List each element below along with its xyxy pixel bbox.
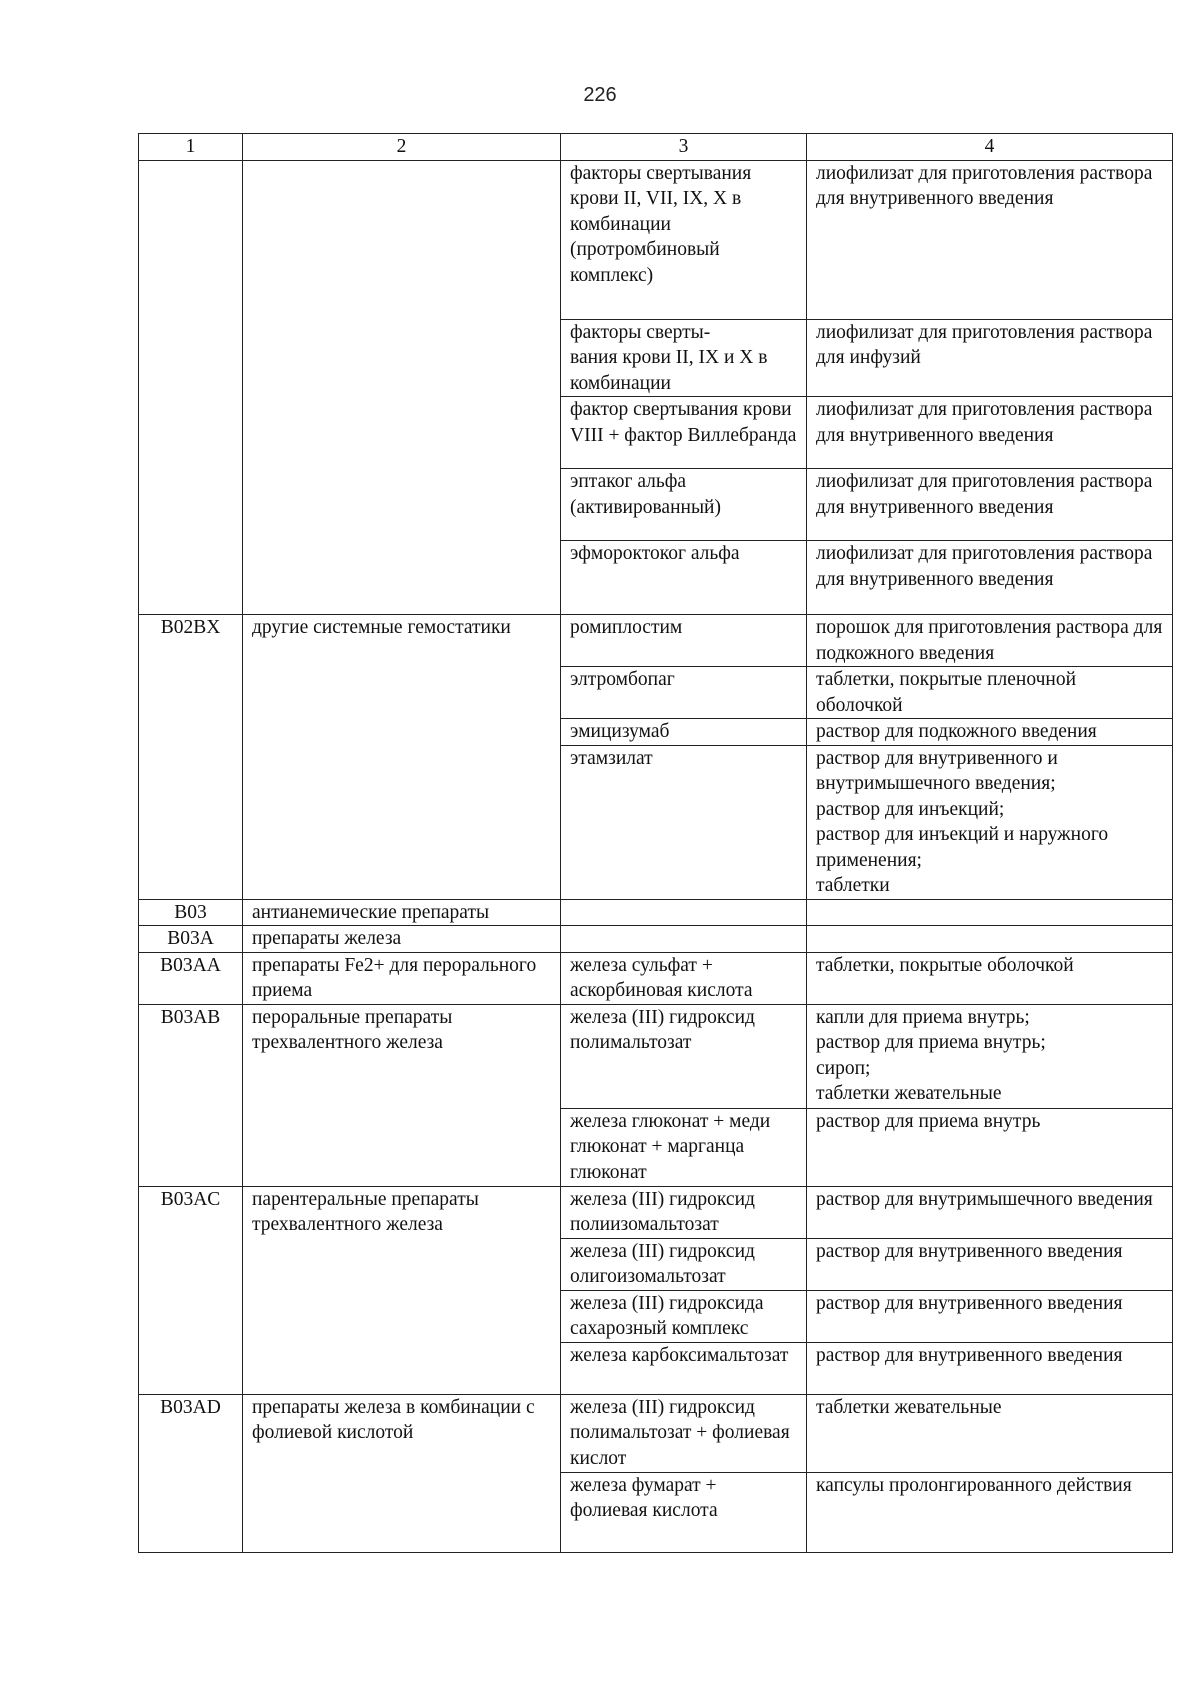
- table-row: [139, 1004, 1173, 1108]
- table-row: [139, 1186, 1173, 1238]
- drug-name-cell: элтромбопаг: [561, 667, 807, 719]
- dosage-form-cell: лиофилизат для приготовления раствора для внутривенного введения: [807, 397, 1173, 469]
- atc-code-cell: [139, 160, 243, 615]
- atc-group-cell: препараты железа в комбинации с фолиевой кислотой: [243, 1394, 561, 1552]
- dosage-form-cell: раствор для приема внутрь: [807, 1108, 1173, 1186]
- atc-code-cell: B02BX: [139, 615, 243, 900]
- drug-name-cell: железа сульфат + аскорбиновая кислота: [561, 952, 807, 1004]
- dosage-form-cell: капли для приема внутрь; раствор для приема внутрь; сироп; таблетки жевательные: [807, 1004, 1173, 1108]
- atc-group-cell: другие системные гемостатики: [243, 615, 561, 900]
- drug-name-cell: железа карбоксимальтозат: [561, 1342, 807, 1394]
- dosage-form-cell: таблетки жевательные: [807, 1394, 1173, 1472]
- dosage-form-cell: капсулы пролонгированного действия: [807, 1472, 1173, 1552]
- header-col-2: 2: [243, 134, 561, 161]
- page-number: 226: [583, 84, 617, 106]
- medication-table: [138, 133, 1173, 1553]
- dosage-form-cell: раствор для внутривенного введения: [807, 1342, 1173, 1394]
- dosage-form-cell: раствор для внутривенного введения: [807, 1238, 1173, 1290]
- table-row: [139, 615, 1173, 667]
- drug-name-cell: ромиплостим: [561, 615, 807, 667]
- drug-name-cell: железа (III) гидроксид полимальтозат + фолиевая кислот: [561, 1394, 807, 1472]
- atc-group-cell: пероральные препараты трехвалентного железа: [243, 1004, 561, 1186]
- table-header-row: [139, 134, 1173, 161]
- drug-name-cell: железа (III) гидроксида сахарозный комплекс: [561, 1290, 807, 1342]
- atc-group-cell: препараты Fe2+ для перорального приема: [243, 952, 561, 1004]
- atc-code-cell: B03A: [139, 926, 243, 953]
- dosage-form-cell: раствор для внутримышечного введения: [807, 1186, 1173, 1238]
- header-col-4: 4: [807, 134, 1173, 161]
- drug-name-cell: железа (III) гидроксид полиизомальтозат: [561, 1186, 807, 1238]
- drug-name-cell: [561, 899, 807, 926]
- drug-name-cell: железа (III) гидроксид олигоизомальтозат: [561, 1238, 807, 1290]
- atc-code-cell: B03AD: [139, 1394, 243, 1552]
- atc-group-cell: парентеральные препараты трехвалентного железа: [243, 1186, 561, 1394]
- header-col-1: 1: [139, 134, 243, 161]
- dosage-form-cell: таблетки, покрытые пленочной оболочкой: [807, 667, 1173, 719]
- dosage-form-cell: лиофилизат для приготовления раствора для внутривенного введения: [807, 469, 1173, 541]
- dosage-form-cell: раствор для внутривенного и внутримышечного введения; раствор для инъекций; раствор для инъекций и наружного применения; таблетки: [807, 745, 1173, 899]
- dosage-form-cell: лиофилизат для приготовления раствора для внутривенного введения: [807, 541, 1173, 615]
- table-row: [139, 160, 1173, 319]
- drug-name-cell: эптаког альфа (активированный): [561, 469, 807, 541]
- atc-code-cell: B03AB: [139, 1004, 243, 1186]
- table-row: [139, 899, 1173, 926]
- atc-code-cell: B03AC: [139, 1186, 243, 1394]
- dosage-form-cell: [807, 899, 1173, 926]
- table-row: [139, 952, 1173, 1004]
- drug-name-cell: железа (III) гидроксид полимальтозат: [561, 1004, 807, 1108]
- dosage-form-cell: порошок для приготовления раствора для подкожного введения: [807, 615, 1173, 667]
- drug-name-cell: факторы свертывания крови II, VII, IX, X в комбинации (протромбиновый комплекс): [561, 160, 807, 319]
- atc-group-cell: антианемические препараты: [243, 899, 561, 926]
- table-row: [139, 926, 1173, 953]
- dosage-form-cell: раствор для внутривенного введения: [807, 1290, 1173, 1342]
- drug-name-cell: железа глюконат + меди глюконат + марганца глюконат: [561, 1108, 807, 1186]
- header-col-3: 3: [561, 134, 807, 161]
- atc-code-cell: B03AA: [139, 952, 243, 1004]
- dosage-form-cell: раствор для подкожного введения: [807, 719, 1173, 746]
- atc-code-cell: B03: [139, 899, 243, 926]
- drug-name-cell: эфмороктоког альфа: [561, 541, 807, 615]
- drug-name-cell: этамзилат: [561, 745, 807, 899]
- atc-group-cell: препараты железа: [243, 926, 561, 953]
- drug-name-cell: эмицизумаб: [561, 719, 807, 746]
- dosage-form-cell: лиофилизат для приготовления раствора для внутривенного введения: [807, 160, 1173, 319]
- drug-name-cell: фактор свертывания крови VIII + фактор Виллебранда: [561, 397, 807, 469]
- atc-group-cell: [243, 160, 561, 615]
- dosage-form-cell: [807, 926, 1173, 953]
- dosage-form-cell: таблетки, покрытые оболочкой: [807, 952, 1173, 1004]
- table-row: [139, 1394, 1173, 1472]
- drug-name-cell: железа фумарат + фолиевая кислота: [561, 1472, 807, 1552]
- drug-name-cell: [561, 926, 807, 953]
- drug-name-cell: факторы сверты- вания крови II, IX и X в комбинации: [561, 319, 807, 397]
- dosage-form-cell: лиофилизат для приготовления раствора для инфузий: [807, 319, 1173, 397]
